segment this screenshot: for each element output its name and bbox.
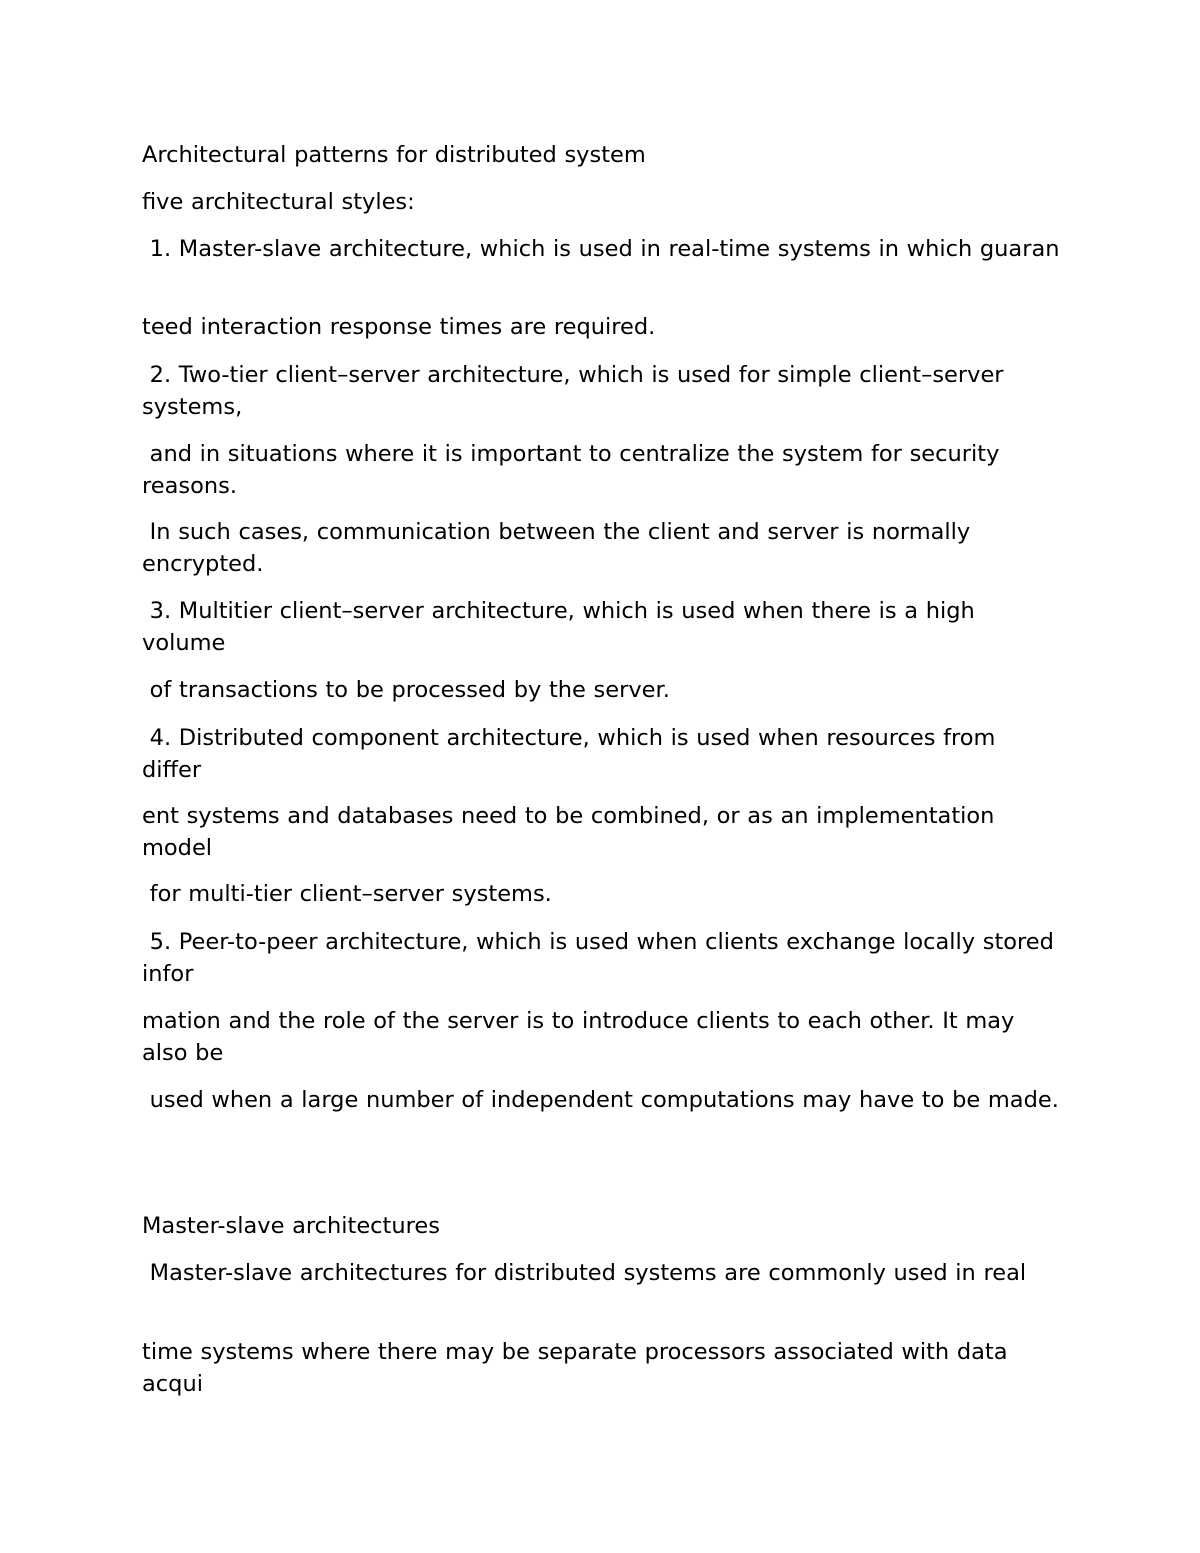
paragraph: 4. Distributed component architecture, which is used when resources from differ [142,725,1004,783]
paragraph: Master-slave architectures for distributed systems are commonly used in real [142,1260,1027,1286]
paragraph: teed interaction response times are required. [142,314,656,340]
paragraph: and in situations where it is important to centralize the system for security reasons. [142,441,1008,499]
paragraph: of transactions to be processed by the server. [142,677,670,703]
paragraph: 3. Multitier client–server architecture, which is used when there is a high volume [142,598,983,656]
paragraph: for multi-tier client–server systems. [142,881,552,907]
paragraph: 5. Peer-to-peer architecture, which is used when clients exchange locally stored infor [142,929,1062,987]
paragraph: ent systems and databases need to be combined, or as an implementation model [142,803,1003,861]
document-title: Architectural patterns for distributed system [142,142,646,168]
section-heading: Master-slave architectures [142,1213,440,1239]
paragraph: 2. Two-tier client–server architecture, which is used for simple client–server systems, [142,362,1012,420]
paragraph: five architectural styles: [142,189,415,215]
paragraph: 1. Master-slave architecture, which is used in real-time systems in which guaran [142,236,1060,262]
paragraph: used when a large number of independent computations may have to be made. [142,1087,1059,1113]
paragraph: time systems where there may be separate processors associated with data acqui [142,1339,1016,1397]
paragraph: mation and the role of the server is to introduce clients to each other. It may also be [142,1008,1022,1066]
paragraph: In such cases, communication between the client and server is normally encrypted. [142,519,978,577]
